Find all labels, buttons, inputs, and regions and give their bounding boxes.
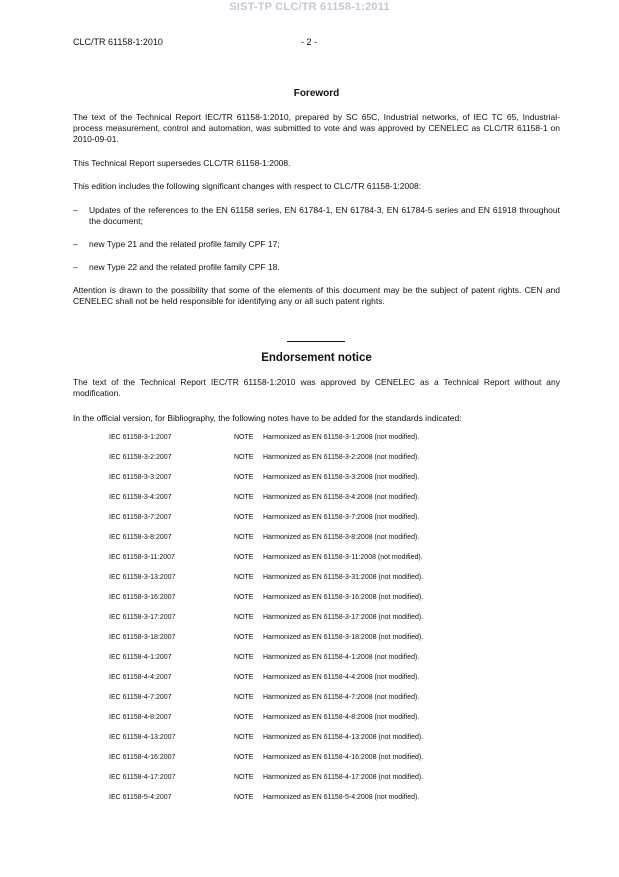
note-standard: IEC 61158-4-17:2007 xyxy=(109,774,176,781)
note-label: NOTE xyxy=(234,614,254,621)
note-label: NOTE xyxy=(234,714,254,721)
note-row xyxy=(73,654,560,664)
note-label: NOTE xyxy=(234,434,254,441)
section-divider xyxy=(287,341,345,342)
note-label: NOTE xyxy=(234,694,254,701)
change-list-item xyxy=(73,239,560,250)
note-row xyxy=(73,594,560,604)
note-label: NOTE xyxy=(234,654,254,661)
note-text: Harmonized as EN 61158-4-7:2008 (not modified). xyxy=(263,694,420,701)
note-text: Harmonized as EN 61158-3-4:2008 (not modified). xyxy=(263,494,420,501)
note-text: Harmonized as EN 61158-3-2:2008 (not modified). xyxy=(263,454,420,461)
note-standard: IEC 61158-3-1:2007 xyxy=(109,434,172,441)
note-row xyxy=(73,574,560,584)
note-label: NOTE xyxy=(234,634,254,641)
note-label: NOTE xyxy=(234,514,254,521)
note-standard: IEC 61158-3-11:2007 xyxy=(109,554,175,561)
note-row xyxy=(73,514,560,524)
list-item-text: new Type 21 and the related profile family CPF 17; xyxy=(89,239,280,249)
note-text: Harmonized as EN 61158-3-16:2008 (not modified). xyxy=(263,594,424,601)
note-label: NOTE xyxy=(234,554,254,561)
note-standard: IEC 61158-3-2:2007 xyxy=(109,454,172,461)
note-text: Harmonized as EN 61158-3-3:2008 (not modified). xyxy=(263,474,420,481)
note-text: Harmonized as EN 61158-4-1:2008 (not modified). xyxy=(263,654,420,661)
watermark: SIST-TP CLC/TR 61158-1:2011 xyxy=(229,1,390,13)
note-row xyxy=(73,454,560,464)
note-label: NOTE xyxy=(234,594,254,601)
note-standard: IEC 61158-3-13:2007 xyxy=(109,574,176,581)
note-standard: IEC 61158-5-4:2007 xyxy=(109,794,172,801)
foreword-paragraph-2: This Technical Report supersedes CLC/TR 61158-1:2008. xyxy=(73,158,291,168)
foreword-paragraph-1: The text of the Technical Report IEC/TR 61158-1:2010, prepared by SC 65C, Industrial networks, of IEC TC 65, Industrial-process measurement, control and automation, was submitted to vote and was approved by CENELEC as CLC/TR 61158-1 on 2010-09-01. xyxy=(73,112,560,144)
note-label: NOTE xyxy=(234,754,254,761)
note-row xyxy=(73,754,560,764)
note-label: NOTE xyxy=(234,734,254,741)
note-label: NOTE xyxy=(234,774,254,781)
note-standard: IEC 61158-3-17:2007 xyxy=(109,614,176,621)
note-row xyxy=(73,694,560,704)
list-bullet: – xyxy=(73,239,78,249)
note-label: NOTE xyxy=(234,674,254,681)
page-number: - 2 - xyxy=(300,37,318,47)
note-row xyxy=(73,434,560,444)
note-label: NOTE xyxy=(234,494,254,501)
note-standard: IEC 61158-4-8:2007 xyxy=(109,714,172,721)
note-text: Harmonized as EN 61158-4-8:2008 (not modified). xyxy=(263,714,420,721)
note-text: Harmonized as EN 61158-4-13:2008 (not modified). xyxy=(263,734,424,741)
note-row xyxy=(73,794,560,804)
change-list-item xyxy=(73,262,560,273)
foreword-title: Foreword xyxy=(293,88,340,99)
endorsement-paragraph-1: The text of the Technical Report IEC/TR 61158-1:2010 was approved by CENELEC as a Technical Report without any modification. xyxy=(73,377,560,398)
note-text: Harmonized as EN 61158-3-11:2008 (not modified). xyxy=(263,554,423,561)
note-standard: IEC 61158-4-1:2007 xyxy=(109,654,172,661)
foreword-paragraph-3: This edition includes the following significant changes with respect to CLC/TR 61158-1:2008: xyxy=(73,181,422,191)
list-bullet: – xyxy=(73,205,78,215)
note-standard: IEC 61158-4-4:2007 xyxy=(109,674,172,681)
list-item-text: Updates of the references to the EN 61158 series, EN 61784-1, EN 61784-3, EN 61784-5 series and EN 61918 throughout the document; xyxy=(89,205,560,226)
note-text: Harmonized as EN 61158-5-4:2008 (not modified). xyxy=(263,794,420,801)
note-standard: IEC 61158-3-18:2007 xyxy=(109,634,176,641)
note-row xyxy=(73,634,560,644)
header-doc-id: CLC/TR 61158-1:2010 xyxy=(73,37,163,47)
change-list-item xyxy=(73,205,560,227)
note-text: Harmonized as EN 61158-3-7:2008 (not modified). xyxy=(263,514,420,521)
note-row xyxy=(73,614,560,624)
note-text: Harmonized as EN 61158-3-18:2008 (not modified). xyxy=(263,634,424,641)
note-label: NOTE xyxy=(234,574,254,581)
note-row xyxy=(73,494,560,504)
note-text: Harmonized as EN 61158-3-31:2008 (not modified). xyxy=(263,574,424,581)
note-standard: IEC 61158-3-7:2007 xyxy=(109,514,172,521)
list-item-text: new Type 22 and the related profile family CPF 18. xyxy=(89,262,280,272)
note-standard: IEC 61158-3-3:2007 xyxy=(109,474,172,481)
note-row xyxy=(73,534,560,544)
note-text: Harmonized as EN 61158-3-8:2008 (not modified). xyxy=(263,534,420,541)
note-row xyxy=(73,474,560,484)
note-text: Harmonized as EN 61158-4-17:2008 (not modified). xyxy=(263,774,424,781)
note-row xyxy=(73,674,560,684)
note-text: Harmonized as EN 61158-4-4:2008 (not modified). xyxy=(263,674,420,681)
endorsement-title: Endorsement notice xyxy=(261,352,372,364)
note-standard: IEC 61158-4-13:2007 xyxy=(109,734,176,741)
note-standard: IEC 61158-4-16:2007 xyxy=(109,754,176,761)
list-bullet: – xyxy=(73,262,78,272)
note-text: Harmonized as EN 61158-3-17:2008 (not modified). xyxy=(263,614,424,621)
note-label: NOTE xyxy=(234,534,254,541)
note-label: NOTE xyxy=(234,474,254,481)
note-standard: IEC 61158-3-4:2007 xyxy=(109,494,172,501)
note-standard: IEC 61158-3-8:2007 xyxy=(109,534,172,541)
note-text: Harmonized as EN 61158-3-1:2008 (not modified). xyxy=(263,434,420,441)
note-label: NOTE xyxy=(234,794,254,801)
note-row xyxy=(73,714,560,724)
note-row xyxy=(73,734,560,744)
note-label: NOTE xyxy=(234,454,254,461)
note-row xyxy=(73,554,560,564)
foreword-paragraph-4: Attention is drawn to the possibility that some of the elements of this document may be the subject of patent rights. CEN and CENELEC shall not be held responsible for identifying any or all such patent rights. xyxy=(73,285,560,306)
note-text: Harmonized as EN 61158-4-16:2008 (not modified). xyxy=(263,754,424,761)
note-standard: IEC 61158-4-7:2007 xyxy=(109,694,172,701)
note-row xyxy=(73,774,560,784)
endorsement-paragraph-2: In the official version, for Bibliography, the following notes have to be added for the standards indicated: xyxy=(73,413,462,423)
note-standard: IEC 61158-3-16:2007 xyxy=(109,594,176,601)
